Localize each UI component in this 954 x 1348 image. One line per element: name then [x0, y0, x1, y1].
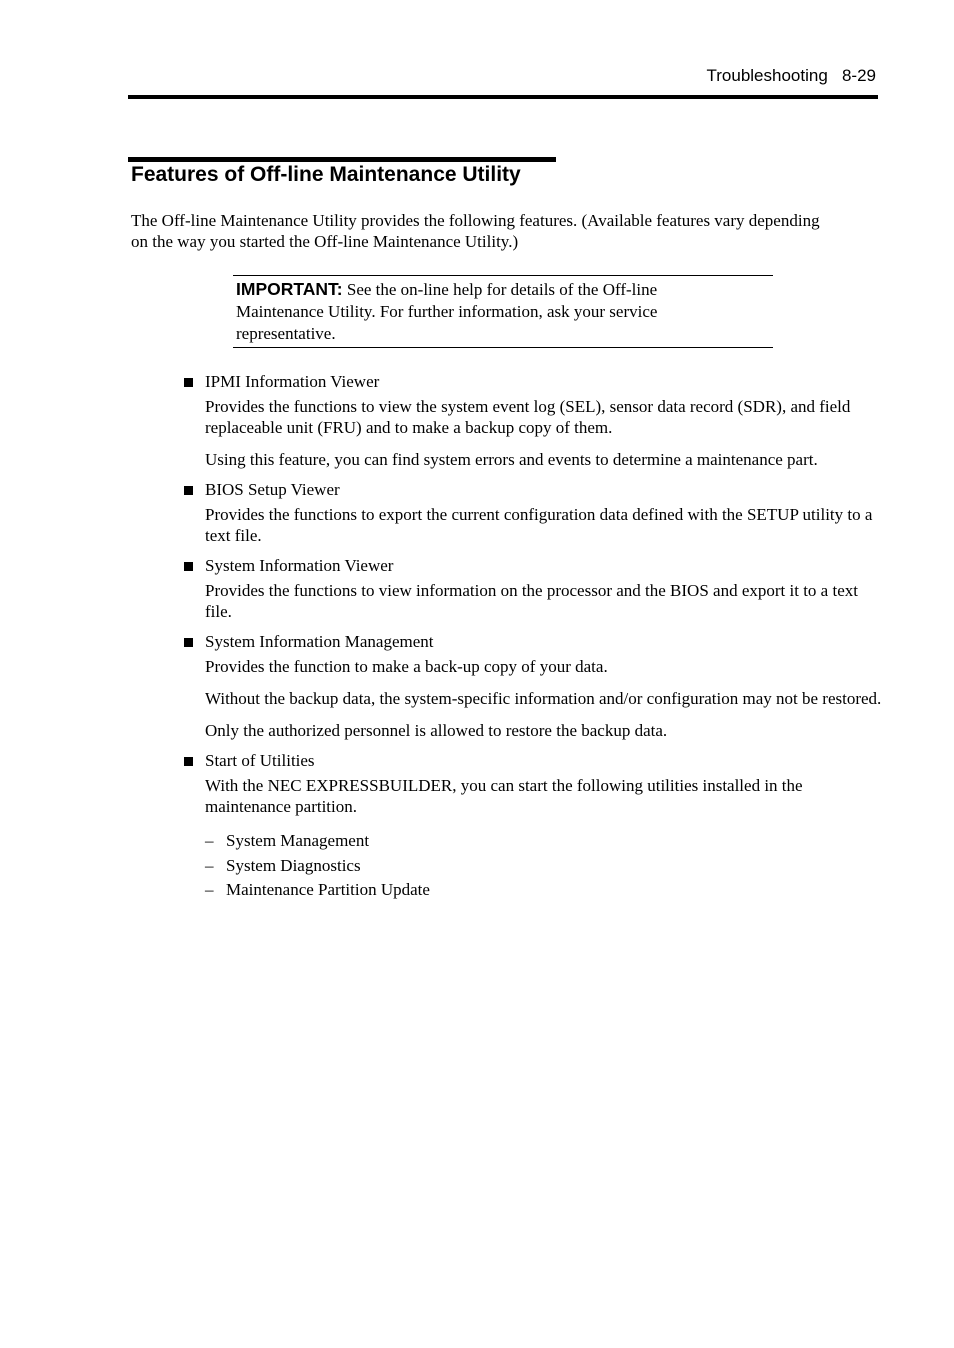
feature-description: Without the backup data, the system-specific information and/or configuration may not be restored. — [205, 689, 882, 708]
page-number: 8-29 — [841, 66, 876, 85]
utility-name: System Management — [226, 831, 370, 850]
section-title-bar — [128, 157, 556, 162]
feature-description: Provides the function to make a back-up copy of your data. — [205, 657, 608, 676]
header-rule — [128, 95, 878, 99]
section-title: Features of Off-line Maintenance Utility — [131, 163, 521, 186]
feature-list — [184, 371, 884, 912]
square-bullet-icon — [184, 378, 193, 387]
square-bullet-icon — [184, 757, 193, 766]
header-section: Troubleshooting — [706, 66, 828, 85]
feature-title: System Information Management — [205, 632, 434, 651]
feature-item — [184, 555, 884, 622]
important-label: IMPORTANT: — [236, 279, 343, 299]
feature-item — [184, 750, 884, 903]
dash-bullet: – — [205, 831, 214, 850]
feature-description: Provides the functions to view information on the processor and the BIOS and export it to a text file. — [205, 581, 858, 621]
feature-title: System Information Viewer — [205, 556, 394, 575]
utility-name: Maintenance Partition Update — [226, 880, 430, 899]
feature-description: Using this feature, you can find system errors and events to determine a maintenance part. — [205, 450, 818, 469]
square-bullet-icon — [184, 486, 193, 495]
utility-list-item — [205, 878, 884, 903]
utility-sublist — [205, 829, 884, 903]
feature-description: Provides the functions to export the current configuration data defined with the SETUP utility to a text file. — [205, 505, 873, 545]
square-bullet-icon — [184, 562, 193, 571]
feature-title: Start of Utilities — [205, 751, 315, 770]
important-note — [233, 275, 773, 348]
feature-item — [184, 631, 884, 741]
dash-bullet: – — [205, 855, 214, 875]
feature-title: IPMI Information Viewer — [205, 372, 380, 391]
feature-title: BIOS Setup Viewer — [205, 480, 340, 499]
feature-item — [184, 371, 884, 470]
utility-name: System Diagnostics — [226, 855, 361, 875]
utility-list-item — [205, 854, 884, 879]
feature-description: Only the authorized personnel is allowed to restore the backup data. — [205, 721, 668, 740]
feature-description: Provides the functions to view the system event log (SEL), sensor data record (SDR), and field replaceable unit (FRU) and to make a backup copy of them. — [205, 397, 851, 437]
feature-description: With the NEC EXPRESSBUILDER, you can start the following utilities installed in the maintenance partition. — [205, 776, 803, 816]
important-note-body — [236, 278, 741, 345]
utility-list-item — [205, 829, 884, 854]
running-header — [707, 66, 877, 86]
important-text: See the on-line help for details of the Off-line Maintenance Utility. For further information, ask your service representative. — [236, 280, 658, 343]
feature-item — [184, 479, 884, 546]
intro-paragraph: The Off-line Maintenance Utility provides the following features. (Available features vary depending on the way you started the Off-line Maintenance Utility.) — [131, 211, 820, 251]
square-bullet-icon — [184, 638, 193, 647]
dash-bullet: – — [205, 880, 214, 899]
